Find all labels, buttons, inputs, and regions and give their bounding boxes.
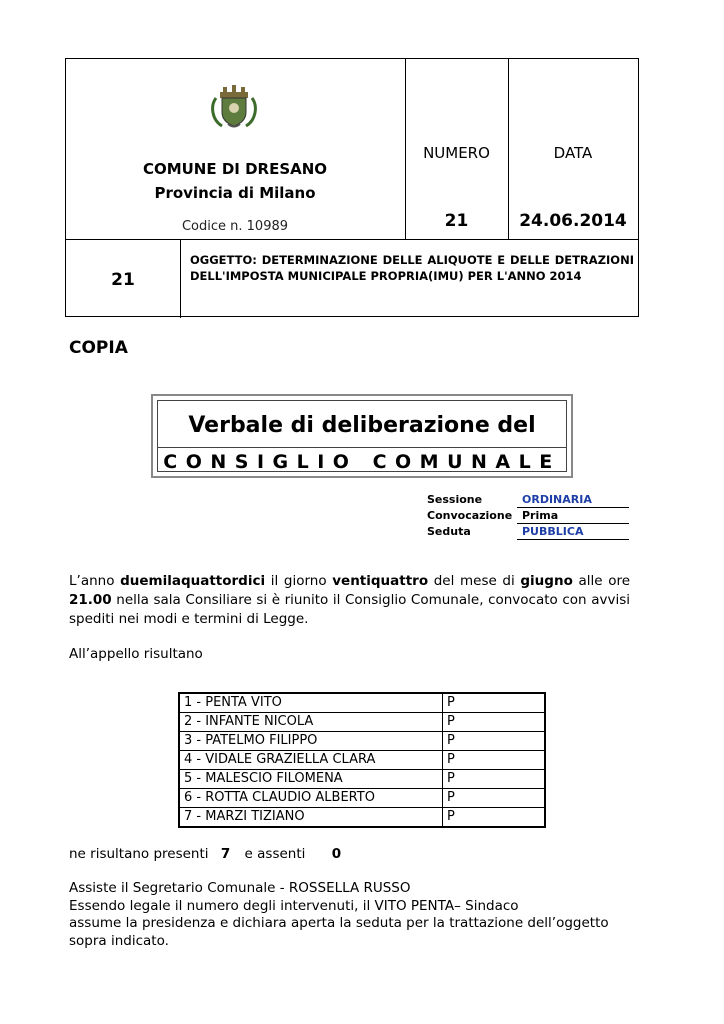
- seduta-value: PUBBLICA: [522, 525, 584, 538]
- member-status: P: [443, 751, 546, 770]
- comune-name: COMUNE DI DRESANO: [142, 160, 328, 178]
- table-row: [179, 808, 545, 828]
- closing-text: [69, 880, 639, 950]
- data-label: DATA: [553, 144, 593, 162]
- member-name: 4 - VIDALE GRAZIELLA CLARA: [179, 751, 443, 770]
- closing-line: Essendo legale il numero degli intervenuti, il VITO PENTA– Sindaco: [69, 897, 519, 914]
- assenti-count: 0: [331, 846, 342, 862]
- copia-label: COPIA: [69, 338, 128, 358]
- intro-paragraph: [69, 572, 630, 629]
- sessione-value: ORDINARIA: [522, 493, 592, 506]
- table-row: [179, 732, 545, 751]
- numero-label: NUMERO: [423, 144, 490, 162]
- text: nella sala Consiliare si è riunito il Consiglio Comunale, convocato con avvisi spediti nei modi e termini di Legge.: [69, 592, 630, 627]
- text-bold: duemilaquattordici: [120, 573, 266, 589]
- attendance-table: [178, 692, 546, 828]
- table-row: [179, 770, 545, 789]
- text: del mese di: [428, 573, 521, 589]
- text-bold: giugno: [520, 573, 573, 589]
- verbale-inner: [157, 400, 567, 472]
- presenti-count: 7: [220, 846, 231, 862]
- convocazione-value: Prima: [522, 509, 559, 522]
- divider: [517, 539, 629, 540]
- appello-text: All’appello risultano: [69, 646, 203, 662]
- member-status: P: [443, 732, 546, 751]
- member-name: 7 - MARZI TIZIANO: [179, 808, 443, 828]
- member-status: P: [443, 789, 546, 808]
- table-row: [179, 789, 545, 808]
- presence-summary: [69, 846, 341, 862]
- closing-line: assume la presidenza e dichiara aperta la seduta per la trattazione dell’oggetto: [69, 915, 609, 931]
- table-row: [179, 693, 545, 713]
- numero-value: 21: [444, 211, 469, 231]
- member-status: P: [443, 713, 546, 732]
- summary-text: e assenti: [244, 846, 306, 862]
- codice: Codice n. 10989: [181, 219, 289, 234]
- verbale-subtitle: CONSIGLIO COMUNALE: [163, 451, 561, 473]
- divider: [158, 447, 566, 448]
- member-name: 5 - MALESCIO FILOMENA: [179, 770, 443, 789]
- member-name: 3 - PATELMO FILIPPO: [179, 732, 443, 751]
- member-name: 2 - INFANTE NICOLA: [179, 713, 443, 732]
- text: il giorno: [265, 573, 333, 589]
- data-value: 24.06.2014: [519, 211, 627, 231]
- sessione-label: Sessione: [427, 493, 483, 506]
- oggetto: [190, 252, 634, 284]
- divider: [180, 240, 181, 318]
- table-row: [179, 713, 545, 732]
- seduta-label: Seduta: [427, 525, 471, 538]
- verbale-box: [151, 394, 573, 478]
- convocazione-label: Convocazione: [427, 509, 513, 522]
- text-bold: 21.00: [69, 592, 112, 608]
- verbale-title: Verbale di deliberazione del: [188, 413, 536, 438]
- oggetto-text: DETERMINAZIONE DELLE ALIQUOTE E DELLE DETRAZIONI DELL'IMPOSTA MUNICIPALE PROPRIA(IMU) PER L'ANNO 2014: [190, 253, 634, 283]
- coat-of-arms-icon: [208, 80, 260, 130]
- text-bold: ventiquattro: [332, 573, 429, 589]
- member-status: P: [443, 808, 546, 828]
- row-number: 21: [111, 270, 135, 290]
- divider: [517, 507, 629, 508]
- member-status: P: [443, 693, 546, 713]
- summary-text: ne risultano presenti: [69, 846, 209, 862]
- provincia: Provincia di Milano: [154, 184, 316, 202]
- closing-line: sopra indicato.: [69, 932, 169, 949]
- member-status: P: [443, 770, 546, 789]
- text: alle ore: [572, 573, 631, 589]
- table-row: [179, 751, 545, 770]
- closing-line: Assiste il Segretario Comunale - ROSSELLA RUSSO: [69, 880, 411, 896]
- member-name: 1 - PENTA VITO: [179, 693, 443, 713]
- member-name: 6 - ROTTA CLAUDIO ALBERTO: [179, 789, 443, 808]
- divider: [517, 523, 629, 524]
- oggetto-label: OGGETTO:: [190, 253, 257, 267]
- divider: [66, 239, 638, 240]
- text: L’anno: [69, 573, 121, 589]
